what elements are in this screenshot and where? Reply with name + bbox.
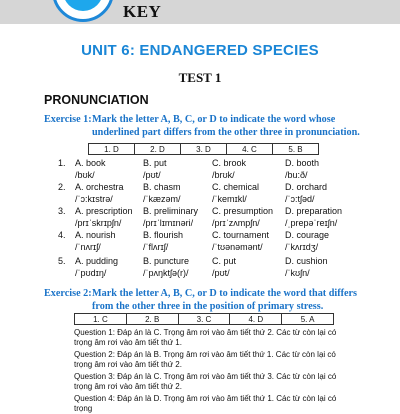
option-c: C. put <box>212 256 237 266</box>
unit-title: UNIT 6: ENDANGERED SPECIES <box>81 42 319 59</box>
ipa-d: /ˈɔ:tʃəd/ <box>285 194 315 204</box>
option-a: A. pudding <box>75 256 119 266</box>
question-number: 5. <box>58 256 66 266</box>
exercise2-answer-table <box>74 313 334 325</box>
ipa-c: /prɪˈzʌmpʃn/ <box>212 218 260 228</box>
ipa-a: /ˈɔ:kɪstrə/ <box>75 194 113 204</box>
answer-cell: 4. C <box>227 144 273 155</box>
explanation: Question 1: Đáp án là C. Trọng âm rơi vào âm tiết thứ 2. Các từ còn lại có trọng âm rơi vào âm tiết thứ 1. <box>74 328 337 347</box>
ipa-a: /prɪˈskrɪpʃn/ <box>75 218 122 228</box>
option-a: A. orchestra <box>75 182 124 192</box>
option-d: D. booth <box>285 158 320 168</box>
explanation: Question 4: Đáp án là D. Trọng âm rơi vào âm tiết thứ 1. Các từ còn lại có trọng <box>74 394 337 413</box>
option-b: B. flourish <box>143 230 184 240</box>
ipa-d: /bu:ð/ <box>285 170 308 180</box>
exercise2-label: Exercise 2: <box>44 288 92 299</box>
question-number: 4. <box>58 230 66 240</box>
ipa-a: /ˈpʊdɪŋ/ <box>75 268 107 278</box>
option-b: B. preliminary <box>143 206 199 216</box>
option-d: D. cushion <box>285 256 328 266</box>
ipa-b: /ˈflʌrɪʃ/ <box>143 242 169 252</box>
option-d: D. courage <box>285 230 330 240</box>
exercise1-heading <box>44 113 364 139</box>
ipa-c: /brʊk/ <box>212 170 235 180</box>
exercise1-instruction: Mark the letter A, B, C, or D to indicate the word whose underlined part differs from the other three in pronunciation. <box>92 114 360 138</box>
ipa-d: /ˈkʊʃn/ <box>285 268 310 278</box>
answer-cell: 1. C <box>75 314 127 325</box>
ipa-b: /pʊt/ <box>143 170 161 180</box>
ipa-d: /ˌprepəˈreɪʃn/ <box>285 218 338 228</box>
logo-inner-circle <box>63 0 103 11</box>
question-number: 3. <box>58 206 66 216</box>
answer-cell: 2. D <box>135 144 181 155</box>
option-b: B. chasm <box>143 182 181 192</box>
test-title: TEST 1 <box>178 70 222 85</box>
answer-cell: 1. D <box>89 144 135 155</box>
option-b: B. puncture <box>143 256 190 266</box>
section-title: PRONUNCIATION <box>44 93 149 107</box>
answer-cell: 5. A <box>282 314 334 325</box>
ipa-c: /ˈtʊənəmənt/ <box>212 242 263 252</box>
option-c: C. tournament <box>212 230 270 240</box>
ipa-b: /prɪˈlɪmɪnəri/ <box>143 218 194 228</box>
explanation: Question 2: Đáp án là B. Trọng âm rơi vào âm tiết thứ 1. Các từ còn lại có trọng âm rơi vào âm tiết thứ 2. <box>74 350 336 369</box>
ipa-b: /ˈkæzəm/ <box>143 194 181 204</box>
exercise2-instruction: Mark the letter A, B, C, or D to indicate the word that differs from the other three in the position of primary stress. <box>92 288 358 312</box>
option-a: A. nourish <box>75 230 116 240</box>
option-b: B. put <box>143 158 167 168</box>
answer-cell: 4. D <box>230 314 282 325</box>
option-c: C. chemical <box>212 182 260 192</box>
exercise2-heading <box>44 287 364 313</box>
ipa-d: /ˈkʌrɪdʒ/ <box>285 242 319 252</box>
ipa-a: /ˈnʌrɪʃ/ <box>75 242 101 252</box>
answer-cell: 2. B <box>126 314 178 325</box>
ipa-b: /ˈpʌŋktʃə(r)/ <box>143 268 189 278</box>
option-a: A. book <box>75 158 106 168</box>
answer-cell: 3. D <box>181 144 227 155</box>
explanation: Question 3: Đáp án là C. Trọng âm rơi vào âm tiết thứ 3. Các từ còn lại có trọng âm rơi vào âm tiết thứ 2. <box>74 372 337 391</box>
question-number: 1. <box>58 158 66 168</box>
answer-cell: 3. C <box>178 314 230 325</box>
option-c: C. presumption <box>212 206 274 216</box>
ipa-c: /ˈkemɪkl/ <box>212 194 247 204</box>
answer-cell: 5. B <box>273 144 319 155</box>
option-d: D. preparation <box>285 206 343 216</box>
exercise1-label: Exercise 1: <box>44 114 92 125</box>
option-d: D. orchard <box>285 182 328 192</box>
option-a: A. prescription <box>75 206 133 216</box>
ipa-a: /bʊk/ <box>75 170 95 180</box>
key-heading: KEY <box>123 2 162 21</box>
exercise1-answer-table <box>88 143 319 155</box>
ipa-c: /pʊt/ <box>212 268 230 278</box>
question-number: 2. <box>58 182 66 192</box>
option-c: C. brook <box>212 158 247 168</box>
